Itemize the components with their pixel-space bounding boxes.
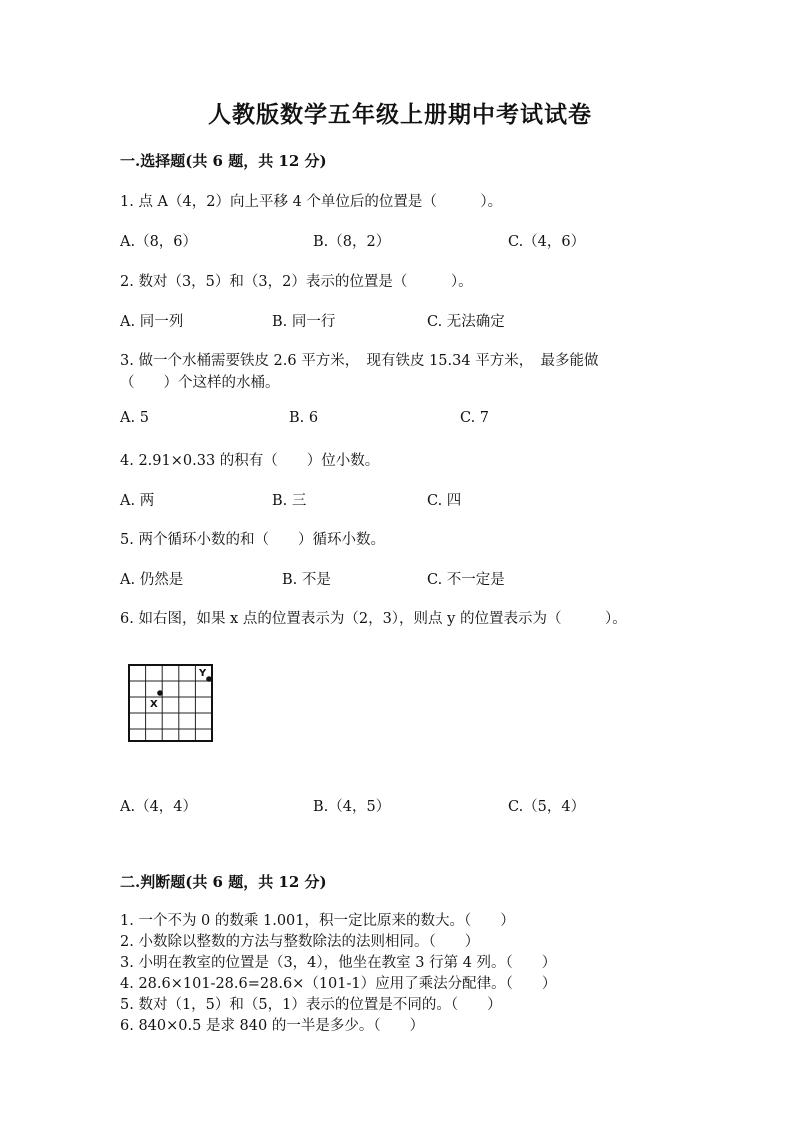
question-4-option-c: C. 四 — [427, 493, 462, 509]
question-1-text: 1. 点 A（4，2）向上平移 4 个单位后的位置是（ ）。 — [120, 194, 503, 210]
question-5-option-a: A. 仍然是 — [120, 572, 184, 588]
section-heading-multiple-choice: 一.选择题(共 6 题，共 12 分) — [120, 152, 327, 170]
point-y-label: Y — [199, 668, 207, 679]
question-3-option-c: C. 7 — [460, 410, 490, 426]
question-1-option-c: C.（4，6） — [508, 234, 586, 250]
judgement-item-2: 2. 小数除以整数的方法与整数除法的法则相同。（ ） — [120, 934, 480, 950]
question-4-text: 4. 2.91×0.33 的积有（ ）位小数。 — [120, 453, 380, 469]
point-x-dot — [157, 690, 163, 696]
question-2-text: 2. 数对（3，5）和（3，2）表示的位置是（ ）。 — [120, 274, 473, 290]
question-3-option-b: B. 6 — [289, 410, 319, 426]
judgement-item-4: 4. 28.6×101-28.6=28.6×（101-1）应用了乘法分配律。（ ） — [120, 976, 557, 992]
question-4-option-a: A. 两 — [120, 493, 155, 509]
question-6-option-c: C.（5，4） — [508, 799, 586, 815]
question-5-option-c: C. 不一定是 — [427, 572, 505, 588]
judgement-item-1: 1. 一个不为 0 的数乘 1.001，积一定比原来的数大。（ ） — [120, 913, 515, 929]
question-1-option-b: B.（8，2） — [313, 234, 391, 250]
section-heading-true-false: 二.判断题(共 6 题，共 12 分) — [120, 873, 327, 891]
question-3-text-line-1: 3. 做一个水桶需要铁皮 2.6 平方米， 现有铁皮 15.34 平方米， 最多能做 — [120, 353, 599, 369]
grid-svg — [124, 661, 216, 745]
question-4-option-b: B. 三 — [272, 493, 307, 509]
page-title: 人教版数学五年级上册期中考试试卷 — [208, 101, 592, 128]
question-2-option-c: C. 无法确定 — [427, 314, 505, 330]
question-2-option-b: B. 同一行 — [272, 314, 336, 330]
coordinate-grid-figure — [124, 661, 216, 745]
question-3-text-line-2: （ ）个这样的水桶。 — [120, 375, 280, 391]
question-3-option-a: A. 5 — [120, 410, 149, 426]
judgement-item-6: 6. 840×0.5 是求 840 的一半是多少。（ ） — [120, 1018, 425, 1034]
question-2-option-a: A. 同一列 — [120, 314, 184, 330]
question-6-text: 6. 如右图，如果 x 点的位置表示为（2，3），则点 y 的位置表示为（ ）。 — [120, 611, 627, 627]
point-y-dot — [206, 676, 212, 682]
question-6-option-a: A.（4，4） — [120, 799, 198, 815]
judgement-item-5: 5. 数对（1，5）和（5，1）表示的位置是不同的。（ ） — [120, 997, 502, 1013]
judgement-item-3: 3. 小明在教室的位置是（3，4），他坐在教室 3 行第 4 列。（ ） — [120, 955, 557, 971]
question-6-option-b: B.（4，5） — [313, 799, 391, 815]
point-x-label: X — [150, 699, 158, 710]
question-1-option-a: A.（8，6） — [120, 234, 198, 250]
question-5-option-b: B. 不是 — [282, 572, 331, 588]
question-5-text: 5. 两个循环小数的和（ ）循环小数。 — [120, 532, 385, 548]
